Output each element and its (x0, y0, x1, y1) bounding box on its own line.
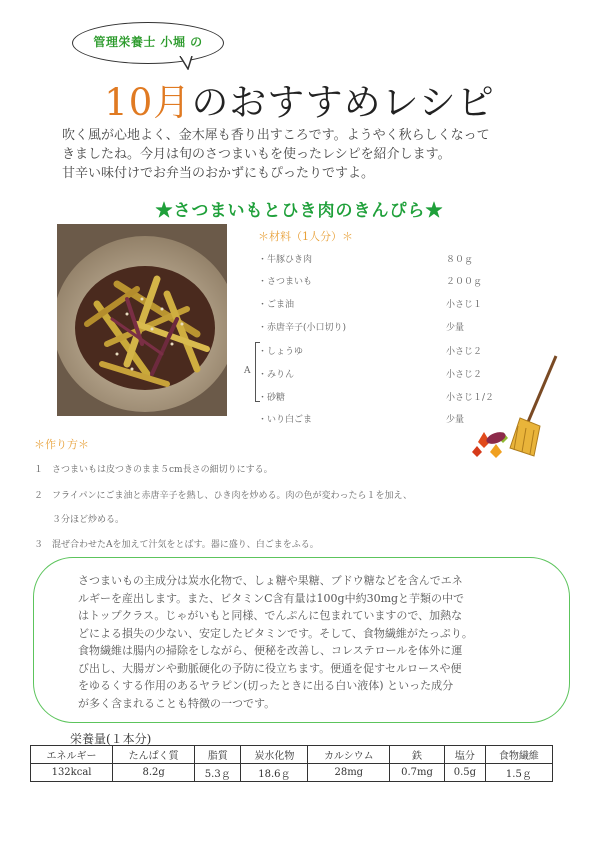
table-cell: 0.5g (444, 764, 485, 782)
nutritionist-label: 管理栄養士 小堀 の (93, 35, 203, 49)
ingredient-group-label: A (244, 366, 251, 376)
table-cell: 18.6ｇ (241, 764, 308, 782)
ingredient-amount: 少量 (446, 323, 465, 333)
title-rest: のおすすめレシピ (191, 81, 495, 124)
intro-text (62, 126, 522, 183)
table-header-cell: カルシウム (308, 746, 390, 764)
info-line: をゆるくする作用のあるヤラピン(切ったときに出る白い液体) といった成分 (78, 679, 454, 692)
info-text (78, 572, 518, 712)
table-header-cell: たんぱく質 (113, 746, 195, 764)
step-line: １ さつまいもは皮つきのまま５cm長さの細切りにする。 (34, 465, 273, 475)
step-line: ２ フライパンにごま油と赤唐辛子を熱し、ひき肉を炒める。肉の色が変わったら１を加え、 (34, 491, 413, 501)
table-cell: 132kcal (31, 764, 113, 782)
ingredient-name: ・牛豚ひき肉 (258, 255, 313, 265)
ingredient-name: ・さつまいも (258, 277, 313, 287)
ingredient-amount: 小さじ２ (446, 370, 483, 380)
ingredient-amount: 小さじ１ (446, 300, 483, 310)
table-cell: 1.5ｇ (485, 764, 552, 782)
info-line: 食物繊維は腸内の掃除をしながら、便秘を改善し、コレステロールを体外に運 (78, 644, 463, 657)
table-header-cell: エネルギー (31, 746, 113, 764)
ingredient-amount: ２００ｇ (446, 277, 483, 287)
info-line: が多く含まれることも特徴の一つです。 (78, 696, 276, 710)
info-line: どによる損失の少ない、安定したビタミンです。そして、食物繊維がたっぷり。 (78, 626, 473, 640)
recipe-title: ★さつまいもとひき肉のきんぴら★ (155, 201, 444, 221)
ingredient-name: ・いり白ごま (258, 415, 313, 425)
ingredient-amount: ８０ｇ (446, 255, 474, 265)
ingredient-name: ・砂糖 (258, 393, 286, 403)
step-line: ３ 混ぜ合わせたAを加えて汁気をとばす。器に盛り、白ごまをふる。 (34, 540, 319, 550)
table-row (31, 746, 553, 764)
table-cell: 5.3ｇ (195, 764, 241, 782)
nutrition-table (30, 745, 553, 782)
ingredient-amount: 少量 (446, 415, 465, 425)
info-line: はトップクラス。じゃがいもと同様、でんぷんに包まれていますので、加熱な (78, 609, 463, 622)
intro-line: きましたね。今月は旬のさつまいもを使ったレシピを紹介します。 (62, 147, 451, 162)
table-header-cell: 鉄 (390, 746, 445, 764)
ingredient-amount: 小さじ２ (446, 347, 483, 357)
info-line: び出し、大腸ガンや動脈硬化の予防に役立ちます。便通を促すセルロースや便 (78, 661, 462, 675)
ingredient-name: ・しょうゆ (258, 347, 304, 357)
info-line: ルギーを産出します。また、ビタミンC含有量は100g中約30mgと芋類の中で (78, 591, 465, 605)
ingredient-name: ・赤唐辛子(小口切り) (258, 323, 347, 333)
intro-line: 甘辛い味付けでお弁当のおかずにもぴったりですよ。 (62, 166, 375, 181)
table-row (31, 764, 553, 782)
intro-line: 吹く風が心地よく、金木犀も香り出すころです。ようやく秋らしくなって (62, 128, 490, 143)
table-cell: 28mg (308, 764, 390, 782)
step-line: ３分ほど炒める。 (34, 515, 125, 525)
table-cell: 8.2g (113, 764, 195, 782)
info-line: さつまいもの主成分は炭水化物で、しょ糖や果糖、ブドウ糖などを含んでエネ (78, 574, 463, 587)
title-month: 10月 (104, 81, 192, 124)
table-header-cell: 脂質 (195, 746, 241, 764)
recipe-photo (57, 224, 227, 416)
speech-bubble (72, 22, 224, 64)
ingredients-heading: ＊材料（1人分）＊ (258, 230, 353, 243)
table-header-cell: 塩分 (444, 746, 485, 764)
ingredient-name: ・みりん (258, 370, 295, 380)
broom-illustration (468, 352, 568, 462)
page-title (0, 72, 599, 126)
bubble-tail-icon (178, 56, 198, 70)
steps-heading: ＊作り方＊ (34, 438, 89, 451)
nutrition-title: 栄養量(１本分) (70, 732, 152, 746)
ingredient-name: ・ごま油 (258, 300, 295, 310)
table-header-cell: 炭水化物 (241, 746, 308, 764)
table-header-cell: 食物繊維 (485, 746, 552, 764)
ingredient-amount: 小さじ１/２ (446, 393, 495, 403)
table-cell: 0.7mg (390, 764, 445, 782)
